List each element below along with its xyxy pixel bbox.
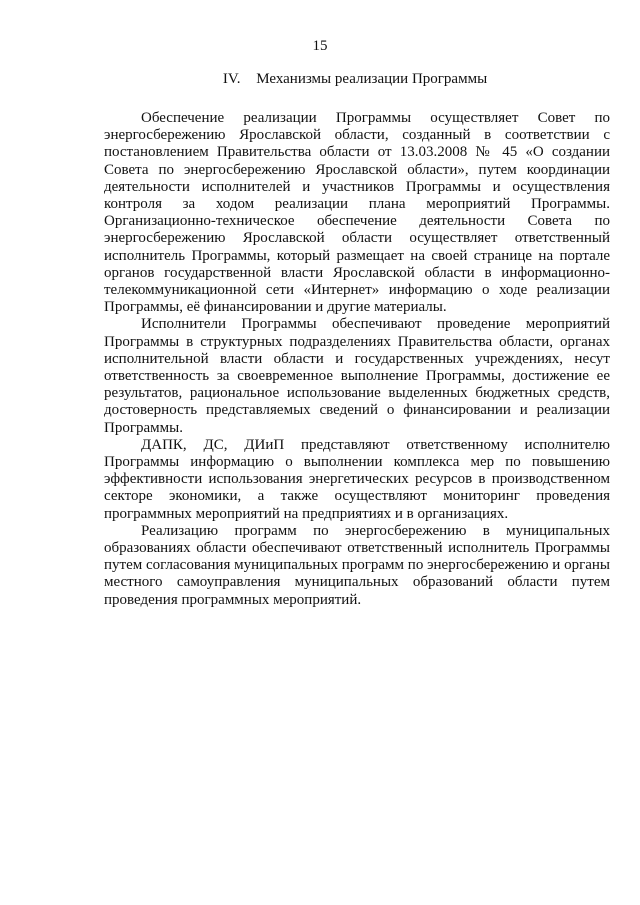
body-text: [104, 110, 610, 609]
section-title: Механизмы реализации Программы: [256, 71, 488, 87]
section-numeral: IV.: [222, 71, 241, 87]
paragraph-municipal: Реализацию программ по энергосбережению в муниципальных образованиях области обеспечивают ответственный исполнитель Программы путем согласования муниципальных программ по энергосбережению и органы местного самоуправления муниципальных образований области путем проведения программных мероприятий.: [104, 522, 610, 608]
section-heading: [100, 70, 610, 88]
paragraph-departments: ДАПК, ДС, ДИиП представляют ответственному исполнителю Программы информацию о выполнении комплекса мер по повышению эффективности использования энергетических ресурсов в производственном секторе экономики, а также осуществляют мониторинг проведения программных мероприятий на предприятиях и в организациях.: [104, 436, 610, 522]
paragraph-executors: Исполнители Программы обеспечивают проведение мероприятий Программы в структурных подразделениях Правительства области, органах исполнительной власти области и государственных учреждениях, несут ответственность за своевременное выполнение Программы, достижение ее результатов, рациональное использование выделенных бюджетных средств, достоверность представляемых сведений о финансировании и реализации Программы.: [104, 316, 610, 436]
page-number: 15: [312, 38, 328, 54]
paragraph-coordination: Обеспечение реализации Программы осуществляет Совет по энергосбережению Ярославской области, созданный в соответствии с постановлением Правительства области от 13.03.2008 № 45 «О создании Совета по энергосбережению Ярославской области», путем координации деятельности исполнителей и участников Программы и осуществления контроля за ходом реализации плана мероприятий Программы. Организационно-техническое обеспечение деятельности Совета по энергосбережению Ярославской области осуществляет ответственный исполнитель Программы, который размещает на своей странице на портале органов государственной власти Ярославской области в информационно-телекоммуникационной сети «Интернет» информацию о ходе реализации Программы, её финансировании и другие материалы.: [104, 110, 610, 316]
